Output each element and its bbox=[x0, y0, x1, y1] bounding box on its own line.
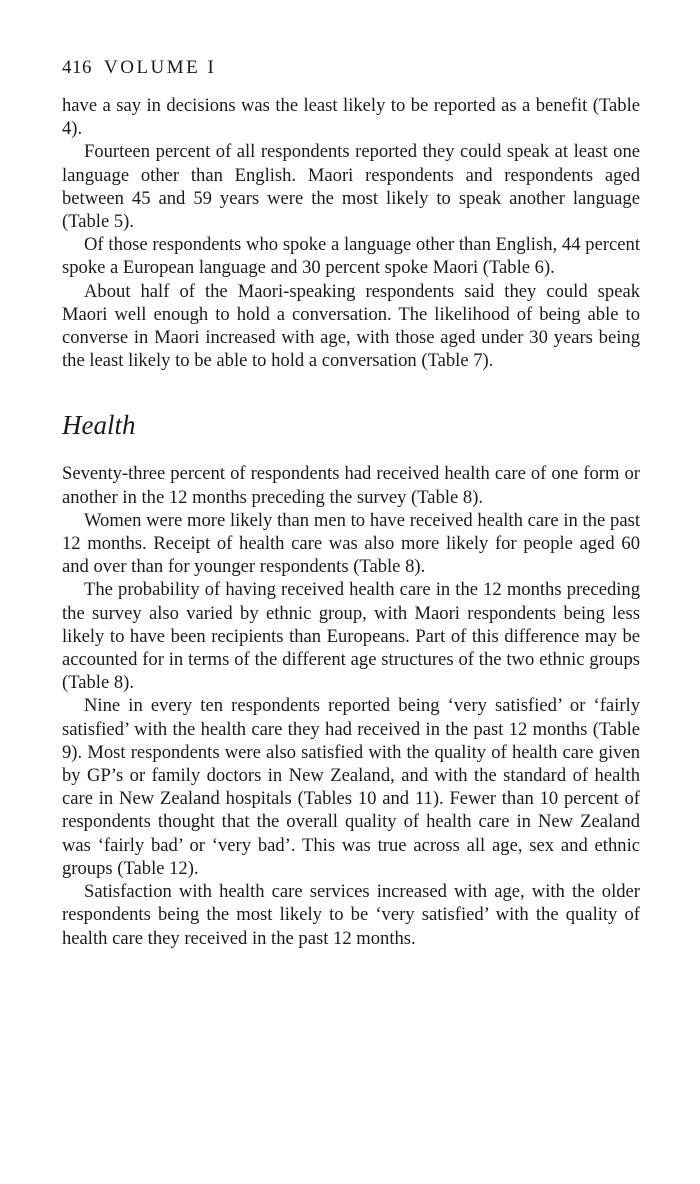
paragraph: Women were more likely than men to have received health care in the past 12 months. Receipt of health care was also more likely for people aged 60 and over than for younger respondents (Table 8). bbox=[62, 509, 640, 578]
paragraph: The probability of having received health care in the 12 months preceding the survey also varied by ethnic group, with Maori respondents being less likely to have been recipients than Europeans. Part of this difference may be accounted for in terms of the different age structures of the two ethnic groups (Table 8). bbox=[62, 579, 640, 694]
paragraph: Of those respondents who spoke a language other than English, 44 percent spoke a European language and 30 percent spoke Maori (Table 6). bbox=[62, 234, 640, 279]
paragraph: Fourteen percent of all respondents reported they could speak at least one language other than English. Maori respondents and respondents aged between 45 and 59 years were the most likely to speak another language (Table 5). bbox=[62, 141, 640, 233]
page-number: 416 bbox=[62, 57, 92, 78]
section-heading: Health bbox=[62, 410, 136, 441]
paragraph: Nine in every ten respondents reported being ‘very satisfied’ or ‘fairly satisfied’ with the health care they had received in the past 12 months (Table 9). Most respondents were also satisfied with the quality of health care given by GP’s or family doctors in New Zealand, and with the standard of health care in New Zealand hospitals (Tables 10 and 11). Fewer than 10 percent of respondents thought that the overall quality of health care in New Zealand was ‘fairly bad’ or ‘very bad’. This was true across all age, sex and ethnic groups (Table 12). bbox=[62, 695, 640, 879]
paragraph: Satisfaction with health care services increased with age, with the older respondents being the most likely to be ‘very satisfied’ with the quality of health care they received in the past 12 months. bbox=[62, 881, 640, 949]
paragraph: have a say in decisions was the least likely to be reported as a benefit (Table 4). bbox=[62, 95, 640, 140]
book-page bbox=[62, 56, 640, 950]
paragraph: Seventy-three percent of respondents had received health care of one form or another in the 12 months preceding the survey (Table 8). bbox=[62, 463, 640, 508]
paragraph: About half of the Maori-speaking respondents said they could speak Maori well enough to hold a conversation. The likelihood of being able to converse in Maori increased with age, with those aged under 30 years being the least likely to be able to hold a conversation (Table 7). bbox=[62, 280, 640, 372]
volume-label: VOLUME I bbox=[104, 57, 217, 78]
running-header bbox=[62, 56, 640, 80]
